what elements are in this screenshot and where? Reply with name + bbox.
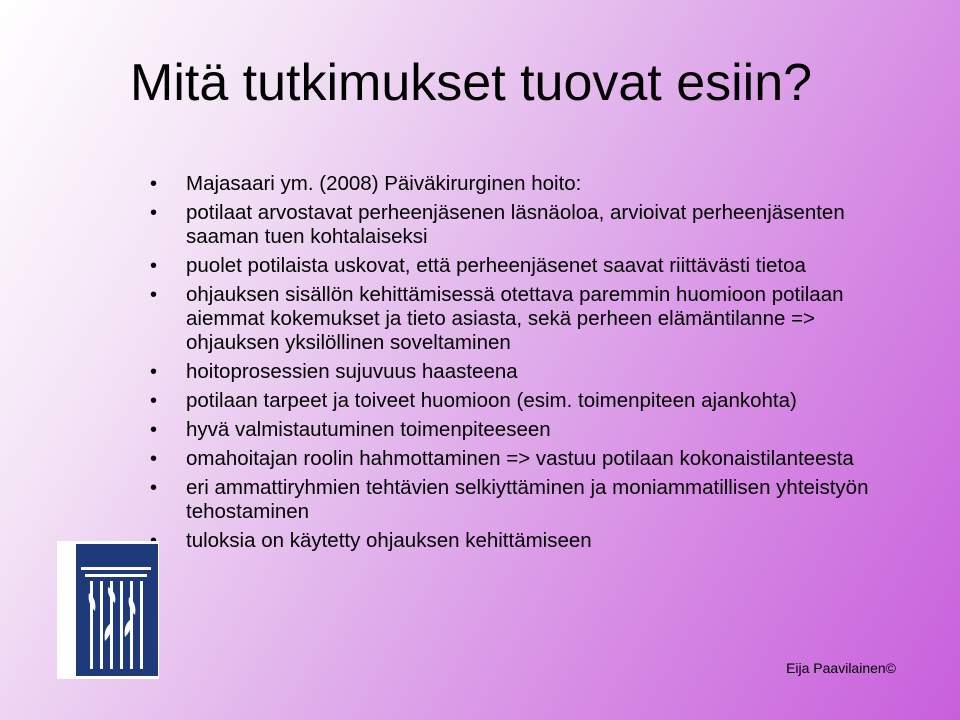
bullet-item bbox=[150, 418, 910, 442]
logo-capital-line bbox=[85, 574, 147, 577]
logo-column bbox=[140, 581, 143, 669]
logo-column bbox=[100, 581, 103, 669]
bullet-item bbox=[150, 360, 910, 384]
bullet-text: hoitoprosessien sujuvuus haasteena bbox=[186, 360, 518, 383]
bullet-list bbox=[150, 172, 910, 558]
bullet-text: eri ammattiryhmien tehtävien selkiyttäminen ja moniammatillisen yhteistyön tehostaminen bbox=[186, 476, 869, 523]
bullet-item bbox=[150, 447, 910, 471]
bullet-item bbox=[150, 389, 910, 413]
bullet-dot: • bbox=[150, 448, 158, 470]
bullet-dot: • bbox=[150, 202, 158, 224]
bullet-item bbox=[150, 172, 910, 196]
bullet-text: tuloksia on käytetty ohjauksen kehittämiseen bbox=[186, 529, 592, 552]
bullet-text: omahoitajan roolin hahmottaminen => vastuu potilaan kokonaistilanteesta bbox=[186, 447, 854, 470]
bullet-item bbox=[150, 476, 910, 524]
bullet-item bbox=[150, 201, 910, 249]
slide-title: Mitä tutkimukset tuovat esiin? bbox=[130, 54, 813, 112]
bullet-dot: • bbox=[150, 361, 158, 383]
bullet-text: ohjauksen sisällön kehittämisessä otettava paremmin huomioon potilaan aiemmat kokemukset ja tieto asiasta, sekä perheen elämäntilanne => ohjauksen yksilöllinen soveltaminen bbox=[186, 283, 844, 354]
logo-capital-line bbox=[81, 567, 151, 570]
bullet-dot: • bbox=[150, 477, 158, 499]
bullet-text: hyvä valmistautuminen toimenpiteeseen bbox=[186, 418, 551, 441]
bullet-dot: • bbox=[150, 390, 158, 412]
bullet-item bbox=[150, 529, 910, 553]
bullet-dot: • bbox=[150, 284, 158, 306]
logo-column bbox=[90, 581, 93, 669]
bullet-item bbox=[150, 283, 910, 355]
bullet-item bbox=[150, 254, 910, 278]
bullet-dot: • bbox=[150, 255, 158, 277]
footer-author: Eija Paavilainen© bbox=[786, 660, 896, 676]
bullet-dot: • bbox=[150, 173, 158, 195]
bullet-text: potilaat arvostavat perheenjäsenen läsnäoloa, arvioivat perheenjäsenten saaman tuen kohtalaiseksi bbox=[186, 201, 845, 248]
bullet-text: Majasaari ym. (2008) Päiväkirurginen hoito: bbox=[186, 172, 582, 195]
bullet-text: puolet potilaista uskovat, että perheenjäsenet saavat riittävästi tietoa bbox=[186, 254, 806, 277]
pillar-logo-icon bbox=[57, 541, 159, 679]
logo-background bbox=[76, 544, 158, 676]
pillar-logo-graphic bbox=[57, 541, 159, 679]
bullet-text: potilaan tarpeet ja toiveet huomioon (esim. toimenpiteen ajankohta) bbox=[186, 389, 797, 412]
logo-column bbox=[120, 581, 123, 669]
bullet-dot: • bbox=[150, 419, 158, 441]
